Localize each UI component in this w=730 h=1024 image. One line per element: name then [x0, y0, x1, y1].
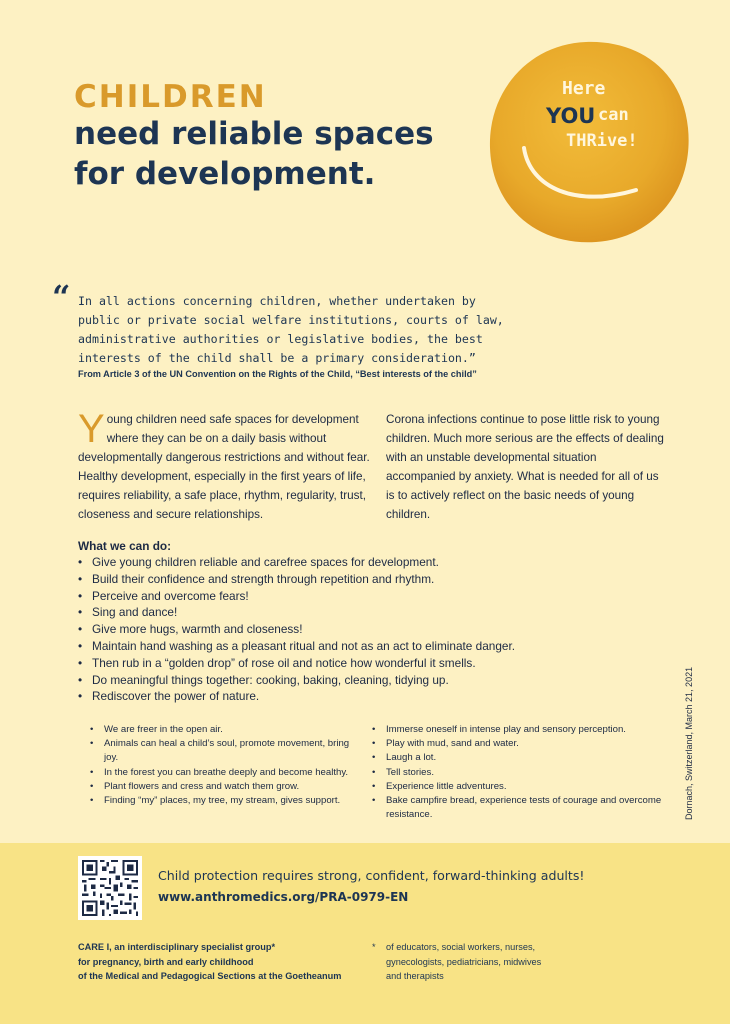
list-item: • Maintain hand washing as a pleasant ritual and not as an act to eliminate danger. — [78, 638, 678, 655]
heading-accent: CHILDREN — [74, 79, 267, 115]
quote-line: administrative authorities or legislative bodies, the best — [78, 332, 483, 346]
list-item: • Then rub in a “golden drop” of rose oil and notice how wonderful it smells. — [78, 655, 678, 672]
quote-line: public or private social welfare institutions, courts of law, — [78, 313, 504, 327]
nature-list-right — [372, 723, 672, 822]
page-heading — [74, 80, 434, 194]
list-item: • Play with mud, sand and water. — [372, 737, 672, 751]
qr-code-icon — [82, 860, 138, 916]
badge-you: YOU — [546, 104, 596, 128]
footnote-line: and therapists — [386, 971, 444, 981]
org-line: CARE I, an interdisciplinary specialist group* — [78, 942, 276, 952]
footnote-line: of educators, social workers, nurses, — [386, 942, 536, 952]
badge-thrive: THRive! — [566, 131, 638, 151]
list-item: • Plant flowers and cress and watch them grow. — [90, 780, 365, 794]
heading-line-2: for development. — [74, 156, 376, 192]
list-item: • Tell stories. — [372, 766, 672, 780]
footer-tagline: Child protection requires strong, confident, forward-thinking adults! — [158, 868, 585, 883]
list-item: • Rediscover the power of nature. — [78, 688, 678, 705]
list-item: • We are freer in the open air. — [90, 723, 365, 737]
list-item: • Do meaningful things together: cooking, baking, cleaning, tidying up. — [78, 672, 678, 689]
list-item: • Immerse oneself in intense play and sensory perception. — [372, 723, 672, 737]
here-you-can-thrive-badge — [486, 38, 692, 244]
quote-line: interests of the child shall be a primary consideration.” — [78, 351, 476, 365]
list-item: • Bake campfire bread, experience tests of courage and overcome resistance. — [372, 794, 672, 822]
org-line: of the Medical and Pedagogical Sections at the Goetheanum — [78, 971, 342, 981]
drop-cap: Y — [78, 407, 105, 451]
footnote-line: gynecologists, pediatricians, midwives — [386, 956, 542, 967]
list-item: • Give more hugs, warmth and closeness! — [78, 621, 678, 638]
list-item: • Sing and dance! — [78, 604, 678, 621]
nature-list-left — [90, 723, 365, 808]
heading-line-1: need reliable spaces — [74, 116, 434, 152]
list-item: • Laugh a lot. — [372, 751, 672, 765]
organization-info — [78, 940, 341, 984]
what-we-can-do-title: What we can do: — [78, 539, 172, 553]
list-item: • In the forest you can breathe deeply and become healthy. — [90, 766, 365, 780]
badge-here: Here — [562, 78, 606, 99]
badge-can: can — [598, 105, 629, 125]
list-item: • Perceive and overcome fears! — [78, 588, 678, 605]
place-date-note: Dornach, Switzerland, March 21, 2021 — [684, 666, 694, 820]
organization-footnote — [372, 940, 592, 984]
list-item: • Finding “my” places, my tree, my stream, gives support. — [90, 794, 365, 808]
body-right-column: Corona infections continue to pose little risk to young children. Much more serious are the effects of dealing with an unstable developmental situation accompanied by anxiety. What is needed for all of us is to actively reflect on the basic needs of young children. — [386, 413, 664, 521]
what-we-can-do-list — [78, 554, 678, 705]
list-item: • Build their confidence and strength through repetition and rhythm. — [78, 571, 678, 588]
qr-code[interactable] — [78, 856, 142, 920]
body-left-column — [78, 407, 370, 524]
org-line: for pregnancy, birth and early childhood — [78, 956, 254, 967]
quote-mark-icon: “ — [52, 278, 71, 316]
quote-line: In all actions concerning children, whether undertaken by — [78, 294, 476, 308]
footnote-mark: * — [372, 942, 376, 952]
footer — [0, 843, 730, 1024]
list-item: • Experience little adventures. — [372, 780, 672, 794]
footer-url-link[interactable]: www.anthromedics.org/PRA-0979-EN — [158, 890, 409, 904]
un-convention-quote — [78, 292, 548, 368]
list-item: • Animals can heal a child’s soul, promote movement, bring joy. — [90, 737, 365, 765]
quote-source: From Article 3 of the UN Convention on the Rights of the Child, “Best interests of the child” — [78, 369, 477, 379]
list-item: • Give young children reliable and carefree spaces for development. — [78, 554, 678, 571]
body-left-text: oung children need safe spaces for development where they can be on a daily basis without developmentally dangerous restrictions and without fear. Healthy development, especially in the first years of life, requires reliability, a safe place, rhythm, regularity, trust, closeness and secure relationships. — [78, 413, 370, 521]
